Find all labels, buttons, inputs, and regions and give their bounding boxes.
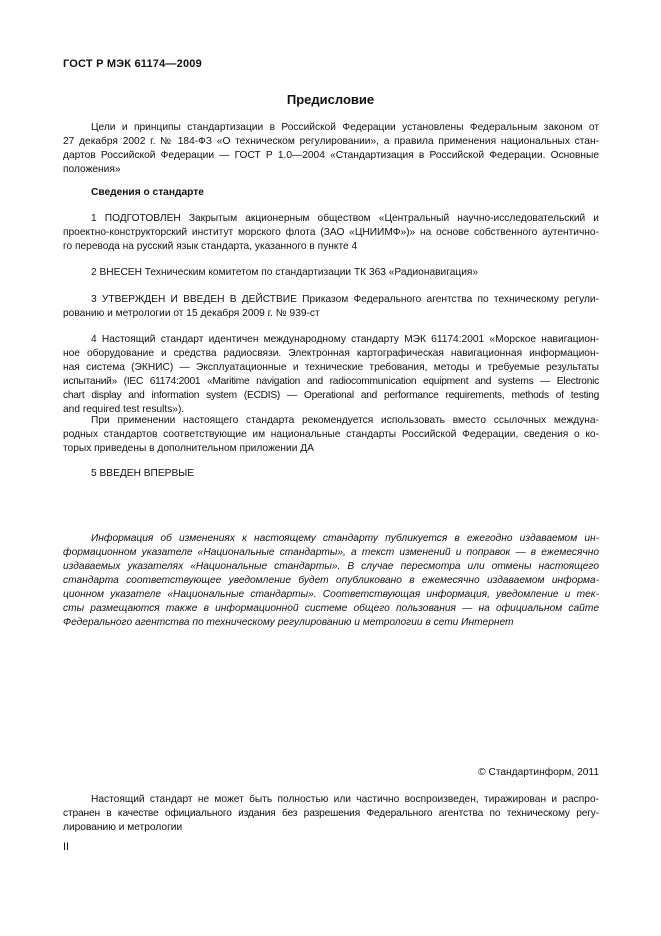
changes-notice-line: сты размещаются также в информационной системе общего пользования — на официальном сайте — [63, 603, 599, 614]
item-1-line: 1 ПОДГОТОВЛЕН Закрытым акционерным обществом «Центральный научно-исследовательский и — [91, 213, 599, 224]
item-3-line: рованию и метрологии от 15 декабря 2009 г. № 939-ст — [63, 308, 320, 319]
intro-line: положения» — [63, 164, 121, 175]
intro-line: Цели и принципы стандартизации в Российской Федерации установлены Федеральным законом от — [91, 122, 599, 133]
item-4-line: ное оборудование и средства радиосвязи. Электронная картографическая навигационная информацион- — [63, 348, 599, 359]
item-4-note-line: родных стандартов соответствующие им национальные стандарты Российской Федерации, сведения о ко- — [63, 429, 599, 440]
item-4-line: ная система (ЭКНИС) — Эксплуатационные и технические требования, методы и требуемые результаты — [63, 362, 599, 373]
item-3-line: 3 УТВЕРЖДЕН И ВВЕДЕН В ДЕЙСТВИЕ Приказом Федерального агентства по техническому регули- — [91, 294, 599, 305]
item-2-paragraph — [63, 266, 599, 280]
item-4-line: 4 Настоящий стандарт идентичен международному стандарту МЭК 61174:2001 «Морское навигацион- — [91, 334, 599, 345]
page-title: Предисловие — [286, 92, 375, 107]
reproduction-line: Настоящий стандарт не может быть полностью или частично воспроизведен, тиражирован и распро- — [91, 794, 599, 805]
item-1-line: го перевода на русский язык стандарта, указанного в пункте 4 — [63, 241, 358, 252]
item-4-line: chart display and information system (ECDIS) — Operational and performance requirements, methods of testing — [63, 390, 599, 401]
info-heading: Сведения о стандарте — [91, 187, 204, 198]
item-1-line: проектно-конструкторский институт морского флота (ЗАО «ЦНИИМФ»)» на основе собственного аутентично- — [63, 227, 599, 238]
item-3-paragraph — [63, 293, 599, 321]
reproduction-line: странен в качестве официального издания без разрешения Федерального агентства по техническому регу- — [63, 808, 599, 819]
item-1-paragraph — [63, 212, 599, 254]
item-4-line: and required test results»). — [63, 404, 185, 415]
changes-notice-line: стандарта соответствующее уведомление будет опубликовано в ежемесячно издаваемом информа- — [63, 575, 599, 586]
changes-notice-line: формационном указателе «Национальные стандарты», а текст изменений и поправок — в ежемесячно — [63, 547, 599, 558]
changes-notice-line: издаваемых указателях «Национальные стандарты». В случае пересмотра или отмены настоящего — [63, 561, 599, 572]
item-4-line: испытаний» (IEC 61174:2001 «Maritime navigation and radiocommunication equipment and systems — Electronic — [63, 376, 599, 387]
item-2-line: 2 ВНЕСЕН Техническим комитетом по стандартизации ТК 363 «Радионавигация» — [91, 267, 479, 278]
changes-notice-line: ционном указателе «Национальные стандарты». Соответствующая информация, уведомление и тек- — [63, 589, 599, 600]
item-4-note-paragraph — [63, 414, 599, 456]
item-4-note-line: торых приведены в дополнительном приложении ДА — [63, 443, 314, 454]
reproduction-line: лированию и метрологии — [63, 822, 183, 833]
intro-line: дартов Российской Федерации — ГОСТ Р 1.0—2004 «Стандартизация в Российской Федерации. Основные — [63, 150, 599, 161]
reproduction-notice — [63, 793, 599, 835]
document-header: ГОСТ Р МЭК 61174—2009 — [63, 58, 202, 70]
item-4-note-line: При применении настоящего стандарта рекомендуется использовать вместо ссылочных междуна- — [91, 415, 599, 426]
item-4-paragraph — [63, 333, 599, 417]
copyright-notice: © Стандартинформ, 2011 — [478, 767, 599, 778]
item-5-paragraph — [63, 467, 599, 481]
intro-line: 27 декабря 2002 г. № 184-ФЗ «О техническом регулировании», а правила применения национальных стан- — [63, 136, 599, 147]
item-5-line: 5 ВВЕДЕН ВПЕРВЫЕ — [91, 468, 195, 479]
changes-notice-line: Федерального агентства по техническому регулированию и метрологии в сети Интернет — [63, 617, 514, 628]
changes-notice — [63, 532, 599, 630]
page-number: II — [63, 841, 70, 853]
changes-notice-line: Информация об изменениях к настоящему стандарту публикуется в ежегодно издаваемом ин- — [91, 533, 599, 544]
intro-paragraph — [63, 121, 599, 177]
